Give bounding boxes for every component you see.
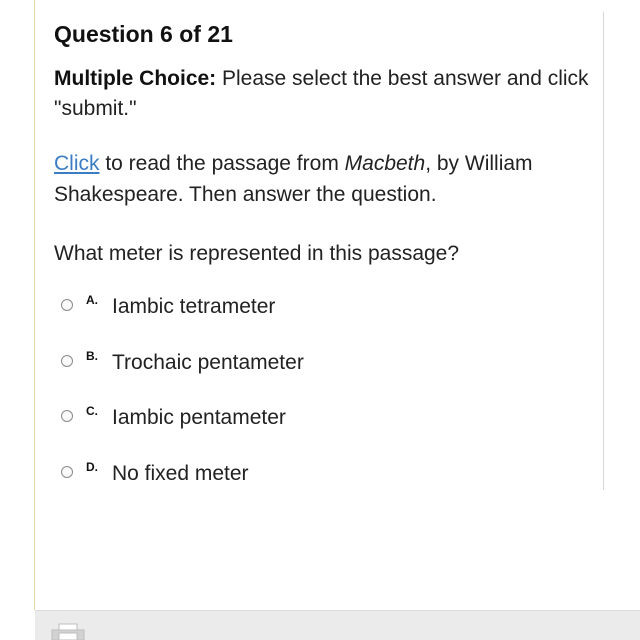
choice-text[interactable]: Iambic pentameter [112, 406, 286, 429]
choice-b[interactable] [54, 348, 594, 380]
choice-text[interactable]: No fixed meter [112, 462, 249, 485]
radio-button-icon[interactable] [61, 410, 73, 422]
passage-title: Macbeth [344, 152, 426, 175]
question-header: Question 6 of 21 [54, 21, 233, 47]
left-border [34, 0, 35, 610]
radio-button-icon[interactable] [61, 299, 73, 311]
choice-letter: B. [86, 349, 98, 363]
passage-link[interactable]: Click [54, 152, 100, 175]
choice-letter: A. [86, 293, 98, 307]
question-prompt: What meter is represented in this passage? [54, 242, 460, 265]
choice-text[interactable]: Iambic tetrameter [112, 295, 276, 318]
instructions [54, 64, 599, 124]
instruction-label: Multiple Choice: [54, 67, 217, 90]
right-border [603, 12, 604, 490]
choice-letter: C. [86, 404, 98, 418]
footer-toolbar [35, 610, 640, 640]
passage-text-1: to read the passage from [99, 152, 345, 175]
radio-button-icon[interactable] [61, 355, 73, 367]
printer-icon[interactable] [50, 622, 86, 640]
radio-button-icon[interactable] [61, 466, 73, 478]
choice-a[interactable] [54, 292, 594, 324]
choice-text[interactable]: Trochaic pentameter [112, 351, 304, 374]
instruction-text: Please select the best answer and click "submit." [54, 67, 589, 120]
passage-instructions [54, 148, 599, 210]
choice-d[interactable] [54, 459, 594, 491]
passage-text-2: , by William Shakespeare. Then answer the question. [54, 152, 533, 206]
choice-letter: D. [86, 460, 98, 474]
choice-c[interactable] [54, 403, 594, 435]
